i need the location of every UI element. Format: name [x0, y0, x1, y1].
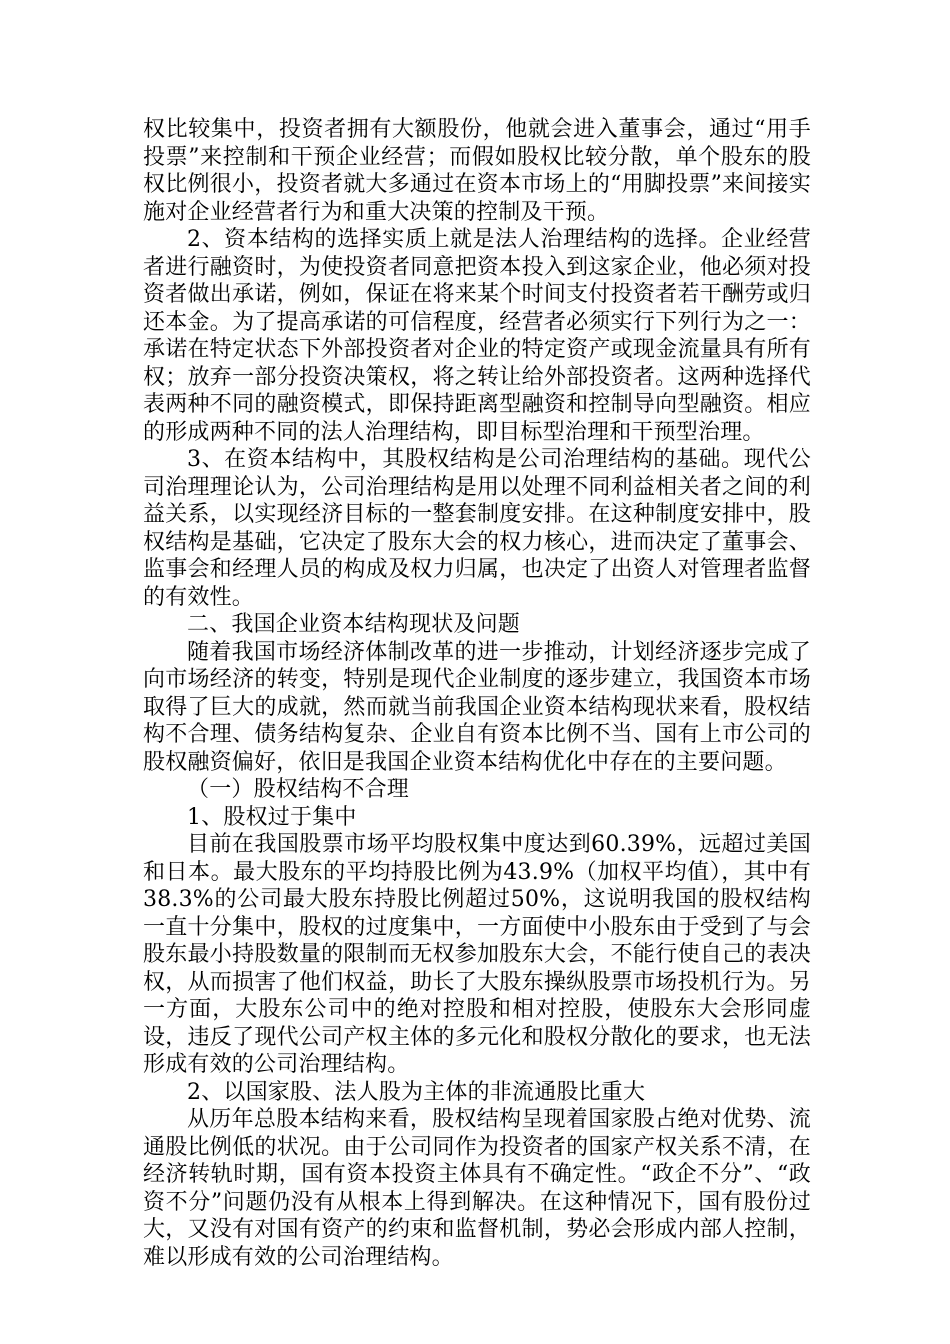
item-heading-2: 2、以国家股、法人股为主体的非流通股比重大 — [187, 1079, 646, 1105]
paragraph-point-3: 3、在资本结构中，其股权结构是公司治理结构的基础。现代公司治理理论认为，公司治理结构是用以处理不同利益相关者之间的利益关系，以实现经济目标的一整套制度安排。在这种制度安排中，股权结构是基础，它决定了股东大会的权力核心，进而决定了董事会、监事会和经理人员的构成及权力归属，也决定了出资人对管理者监督的有效性。 — [143, 447, 811, 610]
paragraph-concentration: 目前在我国股票市场平均股权集中度达到60.39%，远超过美国和日本。最大股东的平均持股比例为43.9%（加权平均值），其中有38.3%的公司最大股东持股比例超过50%，这说明我国的股权结构一直十分集中，股权的过度集中，一方面使中小股东由于受到了与会股东最小持股数量的限制而无权参加股东大会，不能行使自己的表决权，从而损害了他们权益，助长了大股东操纵股票市场投机行为。另一方面，大股东公司中的绝对控股和相对控股，使股东大会形同虚设，违反了现代公司产权主体的多元化和股权分散化的要求，也无法形成有效的公司治理结构。 — [143, 832, 811, 1077]
paragraph-state-shares: 从历年总股本结构来看，股权结构呈现着国家股占绝对优势、流通股比例低的状况。由于公司同作为投资者的国家产权关系不清，在经济转轨时期，国有资本投资主体具有不确定性。“政企不分”、“政资不分”问题仍没有从根本上得到解决。在这种情况下，国有股份过大，又没有对国有资产的约束和监督机制，势必会形成内部人控制，难以形成有效的公司治理结构。 — [143, 1107, 811, 1270]
document-body — [143, 116, 811, 1271]
paragraph-intro: 随着我国市场经济体制改革的进一步推动，计划经济逐步完成了向市场经济的转变，特别是现代企业制度的逐步建立，我国资本市场取得了巨大的成就，然而就当前我国企业资本结构现状来看，股权结构不合理、债务结构复杂、企业自有资本比例不当、国有上市公司的股权融资偏好，依旧是我国企业资本结构优化中存在的主要问题。 — [143, 639, 811, 775]
subsection-heading: （一）股权结构不合理 — [187, 777, 410, 802]
paragraph-point-2: 2、资本结构的选择实质上就是法人治理结构的选择。企业经营者进行融资时，为使投资者同意把资本投入到这家企业，他必须对投资者做出承诺，例如，保证在将来某个时间支付投资者若干酬劳或归还本金。为了提高承诺的可信程度，经营者必须实行下列行为之一：承诺在特定状态下外部投资者对企业的特定资产或现金流量具有所有权；放弃一部分投资决策权，将之转让给外部投资者。这两种选择代表两种不同的融资模式，即保持距离型融资和控制导向型融资。相应的形成两种不同的法人治理结构，即目标型治理和干预型治理。 — [143, 227, 811, 445]
section-heading: 二、我国企业资本结构现状及问题 — [187, 612, 521, 637]
item-heading-1: 1、股权过于集中 — [187, 804, 357, 830]
paragraph-continuation: 权比较集中，投资者拥有大额股份，他就会进入董事会，通过“用手投票”来控制和干预企业经营；而假如股权比较分散，单个股东的股权比例很小，投资者就大多通过在资本市场上的“用脚投票”来间接实施对企业经营者行为和重大决策的控制及干预。 — [143, 117, 811, 225]
